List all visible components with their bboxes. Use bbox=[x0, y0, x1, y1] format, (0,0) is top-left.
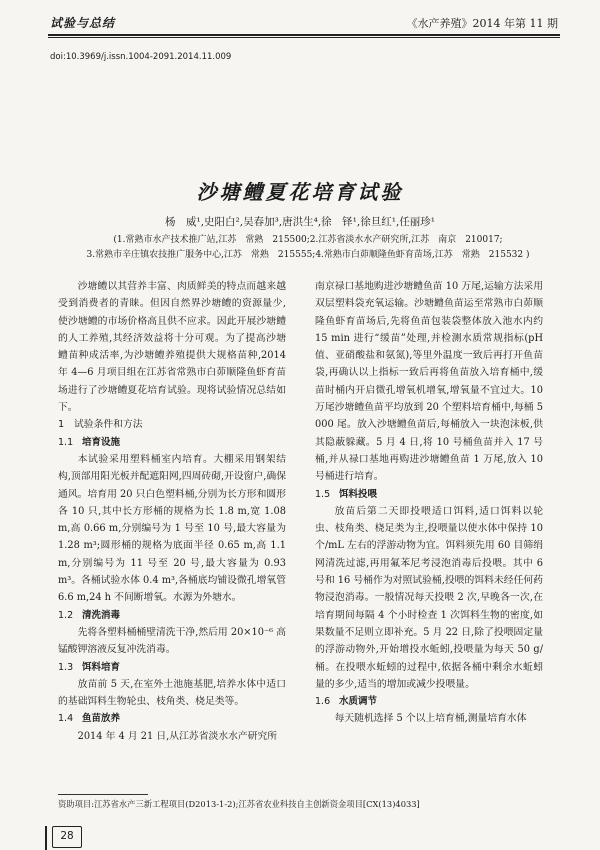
body-paragraph: 2014 年 4 月 21 日,从江苏省淡水水产研究所 bbox=[77, 730, 278, 742]
affiliations bbox=[80, 233, 536, 263]
subsection-title: 鱼苗放养 bbox=[82, 713, 121, 725]
subsection-title: 饵料投喂 bbox=[339, 488, 378, 500]
subsection-number: 1.2 bbox=[58, 609, 74, 621]
body-paragraph: 放苗后第二天即投喂适口饵料,适口饵料以轮虫、枝角类、桡足类为主,投喂量以使水体中保持 10 个/mL 左右的浮游动物为宜。饵料须先用 60 目筛绢网清洗过滤,再用氟苯尼考浸泡消毒后投喂。其中 6 号和 16 号桶作为对照试验桶,投喂的饵料未经任何药物浸泡消毒。一般情况每天投喂 2 次,早晚各一次,在培育期间每隔 4 个小时检查 1 次饵料生物的密度,如果数量不足则立即补充。5 月 22 日,除了投喂固定量的浮游动物外,开始增投水蚯蚓,投喂量为每天 50 g/桶。在投喂水蚯蚓的过程中,依据各桶中剩余水蚯蚓量的多少,适当的增加或减少投喂量。 bbox=[315, 505, 543, 690]
subsection-title: 培育设施 bbox=[82, 436, 121, 448]
body-paragraph: 每天随机选择 5 个以上培育桶,测量培育水体 bbox=[334, 713, 527, 725]
body-paragraph: 先将各塑料桶桶壁清洗干净,然后用 20×10⁻⁶ 高锰酸钾溶液反复冲洗消毒。 bbox=[58, 626, 286, 656]
subsection-heading bbox=[58, 710, 286, 727]
subsection-heading bbox=[58, 659, 286, 676]
affiliation-line: 3.常熟市辛庄镇农技推广服务中心,江苏 常熟 215555;4.常熟市白茆顺隆鱼虾育苗场,江苏 常熟 215532 ) bbox=[86, 250, 530, 260]
doi[interactable]: doi:10.3969/j.issn.1004-2091.2014.11.009 bbox=[50, 52, 232, 62]
article-title: 沙塘鳢夏花培育试验 bbox=[196, 180, 404, 204]
author-list: 杨 威¹,史阳白²,吴春加³,唐洪生⁴,徐 铎¹,徐旦红¹,任丽珍¹ bbox=[165, 216, 435, 228]
section-heading bbox=[58, 416, 286, 433]
journal-issue: 《水产养殖》2014 年第 11 期 bbox=[406, 17, 558, 30]
subsection-number: 1.1 bbox=[58, 436, 74, 448]
affiliation-line: (1.常熟市水产技术推广站,江苏 常熟 215500;2.江苏省淡水水产研究所,江苏 南京 210017; bbox=[113, 235, 503, 245]
subsection-number: 1.6 bbox=[315, 696, 331, 708]
funding-footnote: 资助项目:江苏省水产三新工程项目(D2013-1-2);江苏省农业科技自主创新资金项目[CX(13)4033] bbox=[58, 799, 420, 809]
section-number: 1 bbox=[58, 419, 65, 431]
subsection-title: 清洗消毒 bbox=[82, 609, 121, 621]
intro-paragraph: 沙塘鳢以其营养丰富、肉质鲜美的特点而越来越受到消费者的青睐。但因自然界沙塘鳢的资源量少,使沙塘鳢的市场价格高且供不应求。因此开展沙塘鳢的人工养殖,其经济效益将十分可观。为了提高沙塘鳢苗种成活率,为沙塘鳢养殖提供大规格苗种,2014 年 4—6 月项目组在江苏省常熟市白茆顺隆鱼虾育苗场进行了沙塘鳢夏花培育试验。现将试验情况总结如下。 bbox=[58, 281, 286, 414]
subsection-heading bbox=[58, 607, 286, 624]
subsection-number: 1.4 bbox=[58, 713, 74, 725]
header-rule bbox=[48, 34, 560, 38]
subsection-title: 饵料培育 bbox=[82, 661, 121, 673]
right-column bbox=[315, 278, 543, 728]
subsection-number: 1.3 bbox=[58, 661, 74, 673]
subsection-number: 1.5 bbox=[315, 488, 331, 500]
left-column bbox=[58, 278, 286, 745]
subsection-title: 水质调节 bbox=[339, 696, 378, 708]
body-paragraph: 南京禄口基地购进沙塘鳢鱼苗 10 万尾,运输方法采用双层塑料袋充氧运输。沙塘鳢鱼苗运至常熟市白茆顺隆鱼虾育苗场后,先将鱼苗包装袋整体放入池水内约 15 min 进行“缓苗”处理,并检测水质常规指标(pH 值、亚硝酸盐和氨氮),等里外温度一致后再打开鱼苗袋,再确认以上指标一致后再将鱼苗放入培育桶中,缓苗时桶内开启微孔增氧机增氧,增氧量不宜过大。10 万尾沙塘鳢鱼苗平均放到 20 个塑料培育桶中,每桶 5 000 尾。放入沙塘鳢鱼苗后,每桶放入一块泡沫板,供其隐蔽躲藏。5 月 4 日,将 10 号桶鱼苗并入 17 号桶,并从禄口基地再购进沙塘鳢鱼苗 1 万尾,放入 10 号桶进行培育。 bbox=[315, 281, 543, 483]
subsection-heading bbox=[315, 693, 543, 710]
subsection-heading bbox=[315, 486, 543, 503]
section-title: 试验条件和方法 bbox=[74, 419, 143, 431]
subsection-heading bbox=[58, 434, 286, 451]
section-label: 试验与总结 bbox=[50, 16, 116, 30]
footnote-rule bbox=[58, 794, 148, 795]
page-marker-bar bbox=[45, 826, 47, 850]
body-paragraph: 本试验采用塑料桶室内培育。大棚采用钢架结构,顶部用阳光板并配遮阳网,四周砖砌,开设窗户,确保通风。培育用 20 只白色塑料桶,分别为长方形和圆形各 10 只,其中长方形桶的规格为长 1.8 m,宽 1.08 m,高 0.66 m,分别编号为 1 号至 10 号,最大容量为 1.28 m³;圆形桶的规格为底面半径 0.65 m,高 1.1 m,分别编号为 11 号至 20 号,最大容量为 0.93 m³。各桶试验水体 0.4 m³,各桶底均铺设微孔增氧管 6.6 m,24 h 不间断增氧。水源为外塘水。 bbox=[58, 453, 286, 604]
body-paragraph: 放苗前 5 天,在室外土池施基肥,培养水体中适口的基础饵料生物轮虫、枝角类、桡足类等。 bbox=[58, 678, 286, 708]
page-number: 28 bbox=[52, 826, 82, 848]
